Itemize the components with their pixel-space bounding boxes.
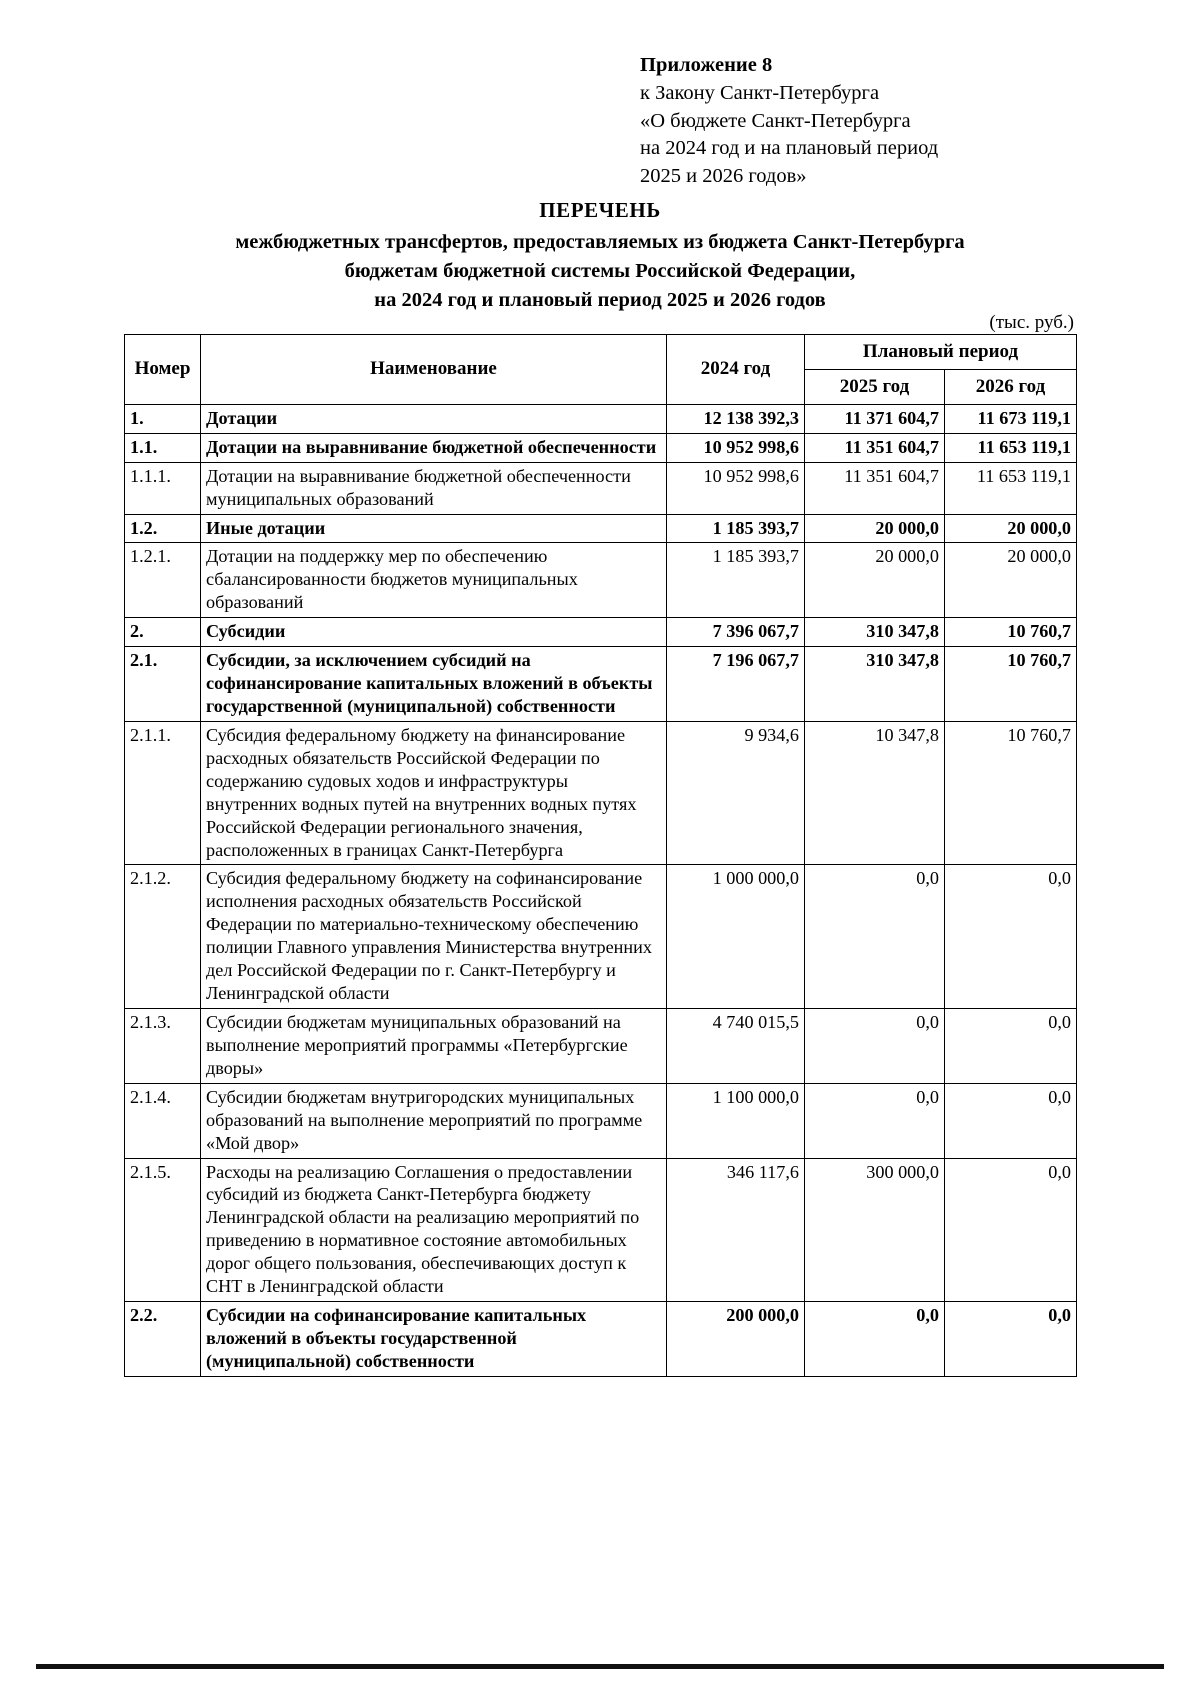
cell-v2025: 11 351 604,7 <box>805 462 945 514</box>
cell-name: Расходы на реализацию Соглашения о предоставлении субсидий из бюджета Санкт-Петербурга бюджету Ленинградской области на реализацию мероприятий по приведению в нормативное состояние автомобильных дорог общего пользования, обеспечивающих доступ к СНТ в Ленинградской области <box>201 1158 667 1302</box>
table-body <box>125 404 1077 1376</box>
cell-v2025: 0,0 <box>805 1302 945 1377</box>
cell-number: 1.1. <box>125 433 201 462</box>
subtitle-line-2: бюджетам бюджетной системы Российской Федерации, <box>344 259 856 282</box>
cell-v2026: 0,0 <box>945 865 1077 1009</box>
cell-name: Дотации на поддержку мер по обеспечению сбалансированности бюджетов муниципальных образований <box>201 543 667 618</box>
cell-name: Дотации на выравнивание бюджетной обеспеченности <box>201 433 667 462</box>
header-line-1: к Закону Санкт-Петербурга <box>640 82 880 105</box>
cell-number: 2.1.4. <box>125 1083 201 1158</box>
cell-number: 2. <box>125 618 201 647</box>
title-block <box>0 196 1200 315</box>
cell-v2025: 11 351 604,7 <box>805 433 945 462</box>
cell-name: Дотации <box>201 404 667 433</box>
cell-v2024: 1 100 000,0 <box>667 1083 805 1158</box>
header-line-4: 2025 и 2026 годов» <box>640 164 807 187</box>
column-header-planning-period: Плановый период <box>805 335 1077 370</box>
cell-v2025: 300 000,0 <box>805 1158 945 1302</box>
transfers-table <box>124 334 1077 1377</box>
table-header-row-top <box>125 335 1077 370</box>
table-row <box>125 618 1077 647</box>
cell-v2024: 200 000,0 <box>667 1302 805 1377</box>
cell-v2024: 10 952 998,6 <box>667 433 805 462</box>
cell-number: 2.2. <box>125 1302 201 1377</box>
cell-v2026: 10 760,7 <box>945 721 1077 865</box>
cell-v2026: 11 653 119,1 <box>945 433 1077 462</box>
cell-name: Субсидии бюджетам внутригородских муниципальных образований на выполнение мероприятий по программе «Мой двор» <box>201 1083 667 1158</box>
cell-number: 1.2. <box>125 514 201 543</box>
cell-number: 2.1.1. <box>125 721 201 865</box>
units-note: (тыс. руб.) <box>989 312 1074 333</box>
cell-v2026: 0,0 <box>945 1302 1077 1377</box>
cell-v2025: 0,0 <box>805 865 945 1009</box>
cell-number: 1. <box>125 404 201 433</box>
cell-name: Субсидии на софинансирование капитальных вложений в объекты государственной (муниципальной) собственности <box>201 1302 667 1377</box>
table-header <box>125 335 1077 405</box>
document-header-block <box>640 52 1070 190</box>
cell-v2025: 310 347,8 <box>805 618 945 647</box>
cell-v2024: 7 396 067,7 <box>667 618 805 647</box>
cell-v2026: 20 000,0 <box>945 543 1077 618</box>
cell-v2024: 12 138 392,3 <box>667 404 805 433</box>
table-row <box>125 1158 1077 1302</box>
cell-v2025: 20 000,0 <box>805 514 945 543</box>
column-header-name: Наименование <box>201 335 667 405</box>
column-header-year-2024: 2024 год <box>667 335 805 405</box>
cell-v2025: 11 371 604,7 <box>805 404 945 433</box>
table-row <box>125 721 1077 865</box>
cell-v2026: 11 653 119,1 <box>945 462 1077 514</box>
cell-name: Субсидии <box>201 618 667 647</box>
cell-v2026: 10 760,7 <box>945 647 1077 722</box>
table-row <box>125 1302 1077 1377</box>
table-row <box>125 1009 1077 1084</box>
cell-number: 2.1.5. <box>125 1158 201 1302</box>
cell-name: Субсидия федеральному бюджету на софинансирование исполнения расходных обязательств Российской Федерации по материально-техническому обеспечению полиции Главного управления Министерства внутренних дел Российской Федерации по г. Санкт-Петербургу и Ленинградской области <box>201 865 667 1009</box>
cell-v2025: 20 000,0 <box>805 543 945 618</box>
cell-v2024: 1 185 393,7 <box>667 514 805 543</box>
table-row <box>125 1083 1077 1158</box>
header-line-2: «О бюджете Санкт-Петербурга <box>640 109 911 132</box>
cell-v2025: 310 347,8 <box>805 647 945 722</box>
subtitle-line-3: на 2024 год и плановый период 2025 и 2026 годов <box>374 289 826 312</box>
cell-number: 1.1.1. <box>125 462 201 514</box>
cell-number: 1.2.1. <box>125 543 201 618</box>
column-header-number: Номер <box>125 335 201 405</box>
table-row <box>125 543 1077 618</box>
cell-v2026: 0,0 <box>945 1009 1077 1084</box>
cell-v2026: 0,0 <box>945 1158 1077 1302</box>
appendix-number: Приложение 8 <box>640 54 773 76</box>
cell-v2024: 346 117,6 <box>667 1158 805 1302</box>
cell-v2024: 1 185 393,7 <box>667 543 805 618</box>
cell-v2025: 0,0 <box>805 1083 945 1158</box>
cell-v2024: 9 934,6 <box>667 721 805 865</box>
cell-v2025: 10 347,8 <box>805 721 945 865</box>
transfers-table-wrapper <box>124 334 1076 1377</box>
cell-name: Субсидия федеральному бюджету на финансирование расходных обязательств Российской Федерации по содержанию судовых ходов и инфраструктуры внутренних водных путей на внутренних водных путях Российской Федерации регионального значения, расположенных в границах Санкт-Петербурга <box>201 721 667 865</box>
cell-v2025: 0,0 <box>805 1009 945 1084</box>
cell-v2024: 1 000 000,0 <box>667 865 805 1009</box>
column-header-year-2025: 2025 год <box>805 369 945 404</box>
table-row <box>125 647 1077 722</box>
cell-v2026: 0,0 <box>945 1083 1077 1158</box>
table-row <box>125 433 1077 462</box>
cell-v2026: 10 760,7 <box>945 618 1077 647</box>
cell-name: Субсидии, за исключением субсидий на софинансирование капитальных вложений в объекты государственной (муниципальной) собственности <box>201 647 667 722</box>
cell-number: 2.1. <box>125 647 201 722</box>
cell-v2026: 20 000,0 <box>945 514 1077 543</box>
cell-v2024: 4 740 015,5 <box>667 1009 805 1084</box>
cell-name: Иные дотации <box>201 514 667 543</box>
page-bottom-rule <box>36 1664 1164 1669</box>
cell-number: 2.1.3. <box>125 1009 201 1084</box>
cell-v2024: 10 952 998,6 <box>667 462 805 514</box>
table-row <box>125 462 1077 514</box>
cell-v2024: 7 196 067,7 <box>667 647 805 722</box>
cell-number: 2.1.2. <box>125 865 201 1009</box>
cell-name: Дотации на выравнивание бюджетной обеспеченности муниципальных образований <box>201 462 667 514</box>
table-row <box>125 865 1077 1009</box>
column-header-year-2026: 2026 год <box>945 369 1077 404</box>
table-row <box>125 514 1077 543</box>
header-line-3: на 2024 год и на плановый период <box>640 137 939 160</box>
cell-name: Субсидии бюджетам муниципальных образований на выполнение мероприятий программы «Петербургские дворы» <box>201 1009 667 1084</box>
page-title: ПЕРЕЧЕНЬ <box>539 198 661 222</box>
cell-v2026: 11 673 119,1 <box>945 404 1077 433</box>
table-row <box>125 404 1077 433</box>
subtitle-line-1: межбюджетных трансфертов, предоставляемых из бюджета Санкт-Петербурга <box>235 230 965 253</box>
